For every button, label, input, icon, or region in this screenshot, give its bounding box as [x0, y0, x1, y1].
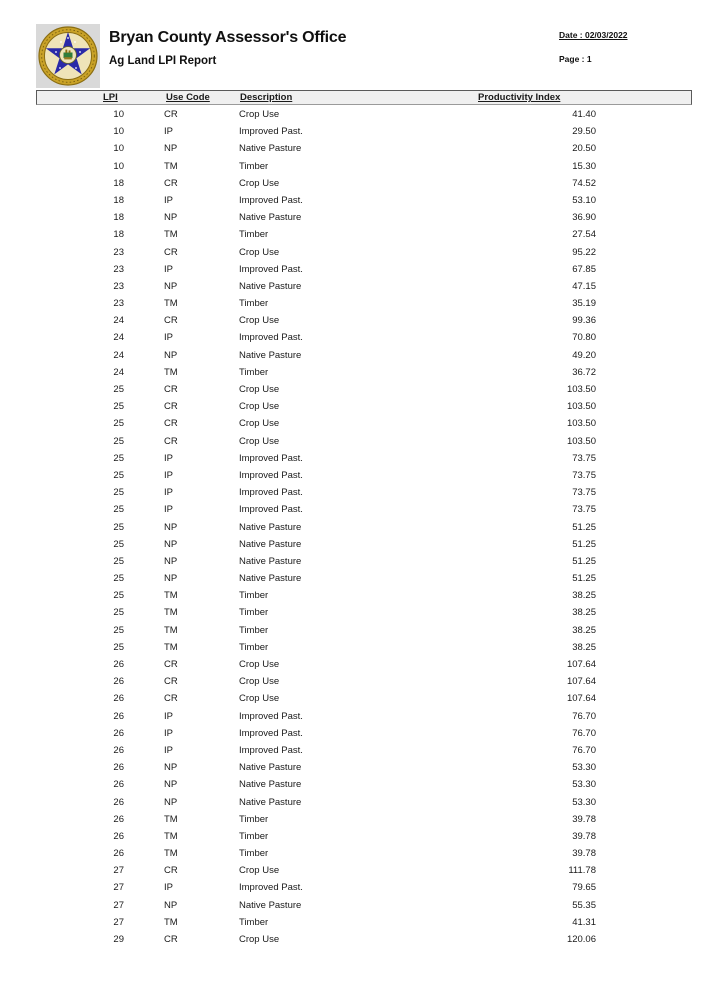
cell-productivity-index: 29.50 [572, 126, 596, 138]
cell-use-code: TM [164, 830, 178, 842]
cell-lpi: 26 [113, 744, 124, 756]
cell-use-code: CR [164, 177, 178, 189]
cell-productivity-index: 111.78 [568, 865, 596, 877]
table-row [36, 709, 692, 726]
cell-use-code: TM [164, 848, 178, 860]
cell-use-code: NP [164, 349, 178, 361]
cell-productivity-index: 53.30 [572, 762, 596, 774]
cell-lpi: 24 [113, 366, 124, 378]
cell-productivity-index: 41.31 [572, 916, 596, 928]
cell-lpi: 18 [113, 229, 124, 241]
cell-description: Native Pasture [239, 779, 302, 791]
cell-lpi: 29 [113, 934, 124, 945]
cell-productivity-index: 76.70 [572, 744, 596, 756]
table-header-row [36, 90, 692, 105]
cell-lpi: 26 [113, 762, 124, 774]
cell-productivity-index: 15.30 [572, 160, 596, 172]
cell-productivity-index: 73.75 [572, 504, 596, 516]
cell-lpi: 23 [113, 280, 124, 292]
table-body [36, 107, 692, 977]
cell-productivity-index: 35.19 [572, 298, 596, 310]
cell-lpi: 25 [113, 538, 124, 550]
table-row [36, 691, 692, 708]
table-row [36, 279, 692, 296]
cell-productivity-index: 73.75 [572, 487, 596, 499]
cell-lpi: 25 [113, 590, 124, 602]
cell-productivity-index: 73.75 [572, 452, 596, 464]
cell-productivity-index: 47.15 [572, 280, 596, 292]
cell-lpi: 23 [113, 298, 124, 310]
cell-description: Native Pasture [239, 349, 302, 361]
cell-description: Native Pasture [239, 280, 302, 292]
cell-description: Timber [239, 366, 269, 378]
table-row [36, 313, 692, 330]
cell-lpi: 18 [113, 194, 124, 206]
cell-description: Timber [239, 298, 269, 310]
cell-lpi: 26 [113, 710, 124, 722]
cell-productivity-index: 51.25 [572, 555, 596, 567]
cell-lpi: 26 [113, 676, 124, 688]
cell-productivity-index: 120.06 [566, 934, 596, 945]
cell-productivity-index: 39.78 [572, 813, 596, 825]
cell-productivity-index: 95.22 [572, 246, 596, 258]
office-title: Bryan County Assessor's Office [109, 29, 347, 46]
table-row [36, 227, 692, 244]
cell-productivity-index: 27.54 [572, 229, 596, 241]
cell-description: Improved Past. [239, 469, 303, 481]
cell-productivity-index: 53.10 [572, 194, 596, 206]
cell-description: Improved Past. [239, 727, 303, 739]
cell-lpi: 27 [113, 882, 124, 894]
cell-productivity-index: 107.64 [566, 693, 596, 705]
cell-use-code: IP [164, 452, 173, 464]
cell-description: Timber [239, 813, 269, 825]
cell-use-code: NP [164, 280, 178, 292]
cell-use-code: CR [164, 865, 178, 877]
cell-description: Crop Use [239, 865, 280, 877]
cell-use-code: IP [164, 744, 173, 756]
cell-lpi: 26 [113, 848, 124, 860]
cell-description: Native Pasture [239, 212, 302, 224]
cell-use-code: IP [164, 263, 173, 275]
cell-use-code: TM [164, 590, 178, 602]
table-row [36, 829, 692, 846]
cell-use-code: NP [164, 538, 178, 550]
cell-use-code: NP [164, 212, 178, 224]
cell-productivity-index: 39.78 [572, 848, 596, 860]
table-row [36, 262, 692, 279]
report-table [36, 90, 692, 977]
cell-use-code: CR [164, 435, 178, 447]
cell-use-code: TM [164, 607, 178, 619]
cell-use-code: CR [164, 659, 178, 670]
cell-productivity-index: 55.35 [572, 899, 596, 911]
cell-productivity-index: 20.50 [572, 143, 596, 155]
cell-lpi: 26 [113, 796, 124, 808]
cell-productivity-index: 76.70 [572, 727, 596, 739]
cell-description: Improved Past. [239, 194, 303, 206]
table-row [36, 382, 692, 399]
cell-description: Timber [239, 830, 269, 842]
cell-description: Crop Use [239, 384, 280, 395]
table-row [36, 296, 692, 313]
cell-description: Crop Use [239, 435, 280, 447]
cell-use-code: IP [164, 487, 173, 499]
cell-description: Crop Use [239, 109, 280, 120]
cell-lpi: 24 [113, 332, 124, 344]
table-row [36, 107, 692, 124]
cell-productivity-index: 39.78 [572, 830, 596, 842]
cell-use-code: CR [164, 109, 178, 120]
table-row [36, 399, 692, 416]
cell-use-code: IP [164, 194, 173, 206]
cell-productivity-index: 36.72 [572, 366, 596, 378]
cell-productivity-index: 103.50 [566, 401, 596, 413]
report-header [36, 24, 692, 88]
cell-lpi: 23 [113, 263, 124, 275]
cell-lpi: 27 [113, 916, 124, 928]
cell-use-code: NP [164, 521, 178, 533]
table-row [36, 434, 692, 451]
oklahoma-state-seal-icon [36, 24, 100, 88]
cell-use-code: IP [164, 126, 173, 138]
cell-use-code: TM [164, 916, 178, 928]
table-row [36, 898, 692, 915]
cell-productivity-index: 51.25 [572, 573, 596, 585]
cell-lpi: 26 [113, 659, 124, 670]
cell-use-code: CR [164, 401, 178, 413]
cell-lpi: 10 [113, 109, 124, 120]
cell-description: Crop Use [239, 246, 280, 258]
cell-lpi: 27 [113, 865, 124, 877]
cell-lpi: 25 [113, 487, 124, 499]
cell-productivity-index: 79.65 [572, 882, 596, 894]
cell-productivity-index: 38.25 [572, 590, 596, 602]
cell-use-code: NP [164, 573, 178, 585]
cell-description: Crop Use [239, 401, 280, 413]
cell-description: Improved Past. [239, 710, 303, 722]
table-row [36, 520, 692, 537]
table-row [36, 623, 692, 640]
cell-productivity-index: 53.30 [572, 779, 596, 791]
cell-lpi: 25 [113, 418, 124, 430]
report-subtitle: Ag Land LPI Report [109, 55, 217, 67]
cell-productivity-index: 49.20 [572, 349, 596, 361]
cell-lpi: 26 [113, 813, 124, 825]
cell-use-code: CR [164, 934, 178, 945]
table-row [36, 416, 692, 433]
cell-use-code: NP [164, 555, 178, 567]
cell-use-code: TM [164, 641, 178, 653]
cell-use-code: IP [164, 710, 173, 722]
cell-lpi: 25 [113, 607, 124, 619]
cell-productivity-index: 38.25 [572, 641, 596, 653]
cell-use-code: NP [164, 796, 178, 808]
cell-lpi: 25 [113, 469, 124, 481]
cell-description: Native Pasture [239, 555, 302, 567]
table-row [36, 657, 692, 674]
table-row [36, 605, 692, 622]
cell-use-code: IP [164, 882, 173, 894]
cell-description: Native Pasture [239, 573, 302, 585]
cell-use-code: TM [164, 624, 178, 636]
cell-lpi: 18 [113, 212, 124, 224]
table-row [36, 674, 692, 691]
cell-description: Timber [239, 624, 269, 636]
cell-use-code: TM [164, 160, 178, 172]
cell-productivity-index: 51.25 [572, 521, 596, 533]
cell-productivity-index: 76.70 [572, 710, 596, 722]
table-row [36, 502, 692, 519]
cell-lpi: 10 [113, 160, 124, 172]
title-block [109, 28, 346, 68]
table-row [36, 193, 692, 210]
table-row [36, 451, 692, 468]
cell-lpi: 25 [113, 573, 124, 585]
cell-lpi: 25 [113, 504, 124, 516]
cell-description: Native Pasture [239, 796, 302, 808]
table-row [36, 124, 692, 141]
table-row [36, 468, 692, 485]
cell-lpi: 26 [113, 830, 124, 842]
cell-productivity-index: 99.36 [572, 315, 596, 327]
cell-description: Timber [239, 229, 269, 241]
cell-use-code: CR [164, 315, 178, 327]
cell-lpi: 26 [113, 693, 124, 705]
cell-use-code: NP [164, 899, 178, 911]
cell-description: Native Pasture [239, 143, 302, 155]
cell-use-code: IP [164, 332, 173, 344]
cell-lpi: 27 [113, 899, 124, 911]
cell-use-code: NP [164, 143, 178, 155]
table-row [36, 485, 692, 502]
cell-use-code: TM [164, 298, 178, 310]
table-row [36, 880, 692, 897]
cell-description: Improved Past. [239, 126, 303, 138]
cell-description: Native Pasture [239, 521, 302, 533]
cell-productivity-index: 67.85 [572, 263, 596, 275]
table-row [36, 210, 692, 227]
cell-use-code: NP [164, 762, 178, 774]
cell-lpi: 25 [113, 521, 124, 533]
cell-description: Timber [239, 916, 269, 928]
cell-description: Timber [239, 641, 269, 653]
cell-use-code: CR [164, 418, 178, 430]
cell-use-code: CR [164, 384, 178, 395]
table-row [36, 554, 692, 571]
cell-description: Improved Past. [239, 452, 303, 464]
table-row [36, 726, 692, 743]
cell-use-code: CR [164, 246, 178, 258]
column-header-description: Description [240, 92, 293, 103]
cell-description: Crop Use [239, 676, 280, 688]
cell-productivity-index: 103.50 [566, 435, 596, 447]
cell-description: Improved Past. [239, 487, 303, 499]
cell-use-code: CR [164, 676, 178, 688]
cell-description: Crop Use [239, 315, 280, 327]
table-row [36, 932, 692, 949]
cell-description: Improved Past. [239, 882, 303, 894]
cell-use-code: TM [164, 366, 178, 378]
table-row [36, 640, 692, 657]
cell-productivity-index: 41.40 [572, 109, 596, 120]
cell-description: Timber [239, 590, 269, 602]
cell-lpi: 25 [113, 384, 124, 395]
cell-description: Crop Use [239, 934, 280, 945]
cell-use-code: IP [164, 727, 173, 739]
cell-lpi: 26 [113, 779, 124, 791]
table-row [36, 571, 692, 588]
cell-use-code: IP [164, 469, 173, 481]
cell-description: Native Pasture [239, 899, 302, 911]
cell-description: Timber [239, 160, 269, 172]
cell-use-code: TM [164, 813, 178, 825]
report-date: Date : 02/03/2022 [559, 30, 628, 40]
column-header-lpi: LPI [103, 92, 118, 103]
cell-productivity-index: 107.64 [566, 676, 596, 688]
cell-lpi: 24 [113, 349, 124, 361]
cell-productivity-index: 74.52 [572, 177, 596, 189]
cell-productivity-index: 38.25 [572, 624, 596, 636]
cell-lpi: 25 [113, 452, 124, 464]
cell-lpi: 24 [113, 315, 124, 327]
cell-productivity-index: 103.50 [566, 418, 596, 430]
cell-description: Improved Past. [239, 504, 303, 516]
table-row [36, 159, 692, 176]
cell-use-code: TM [164, 229, 178, 241]
table-row [36, 743, 692, 760]
cell-description: Improved Past. [239, 744, 303, 756]
cell-use-code: NP [164, 779, 178, 791]
table-row [36, 777, 692, 794]
table-row [36, 245, 692, 262]
table-row [36, 176, 692, 193]
cell-lpi: 25 [113, 401, 124, 413]
table-row [36, 365, 692, 382]
cell-description: Timber [239, 607, 269, 619]
table-row [36, 537, 692, 554]
cell-use-code: IP [164, 504, 173, 516]
cell-lpi: 23 [113, 246, 124, 258]
cell-description: Crop Use [239, 418, 280, 430]
cell-productivity-index: 38.25 [572, 607, 596, 619]
report-meta [517, 30, 692, 64]
cell-description: Native Pasture [239, 538, 302, 550]
table-row [36, 915, 692, 932]
table-row [36, 330, 692, 347]
cell-lpi: 10 [113, 126, 124, 138]
cell-description: Crop Use [239, 659, 280, 670]
table-row [36, 141, 692, 158]
cell-productivity-index: 73.75 [572, 469, 596, 481]
cell-description: Native Pasture [239, 762, 302, 774]
table-row [36, 846, 692, 863]
cell-description: Crop Use [239, 177, 280, 189]
cell-lpi: 26 [113, 727, 124, 739]
cell-lpi: 18 [113, 177, 124, 189]
cell-productivity-index: 51.25 [572, 538, 596, 550]
table-row [36, 863, 692, 880]
cell-lpi: 25 [113, 641, 124, 653]
cell-description: Timber [239, 848, 269, 860]
cell-lpi: 25 [113, 624, 124, 636]
report-page-number: Page : 1 [559, 54, 592, 64]
cell-lpi: 25 [113, 435, 124, 447]
cell-productivity-index: 103.50 [566, 384, 596, 395]
cell-description: Improved Past. [239, 263, 303, 275]
table-row [36, 795, 692, 812]
cell-lpi: 10 [113, 143, 124, 155]
table-row [36, 812, 692, 829]
cell-productivity-index: 70.80 [572, 332, 596, 344]
column-header-use-code: Use Code [166, 92, 210, 103]
cell-lpi: 25 [113, 555, 124, 567]
table-row [36, 760, 692, 777]
cell-productivity-index: 36.90 [572, 212, 596, 224]
cell-description: Crop Use [239, 693, 280, 705]
cell-description: Improved Past. [239, 332, 303, 344]
cell-productivity-index: 53.30 [572, 796, 596, 808]
cell-productivity-index: 107.64 [566, 659, 596, 670]
column-header-productivity-index: Productivity Index [478, 92, 561, 103]
table-row [36, 348, 692, 365]
table-row [36, 588, 692, 605]
cell-use-code: CR [164, 693, 178, 705]
